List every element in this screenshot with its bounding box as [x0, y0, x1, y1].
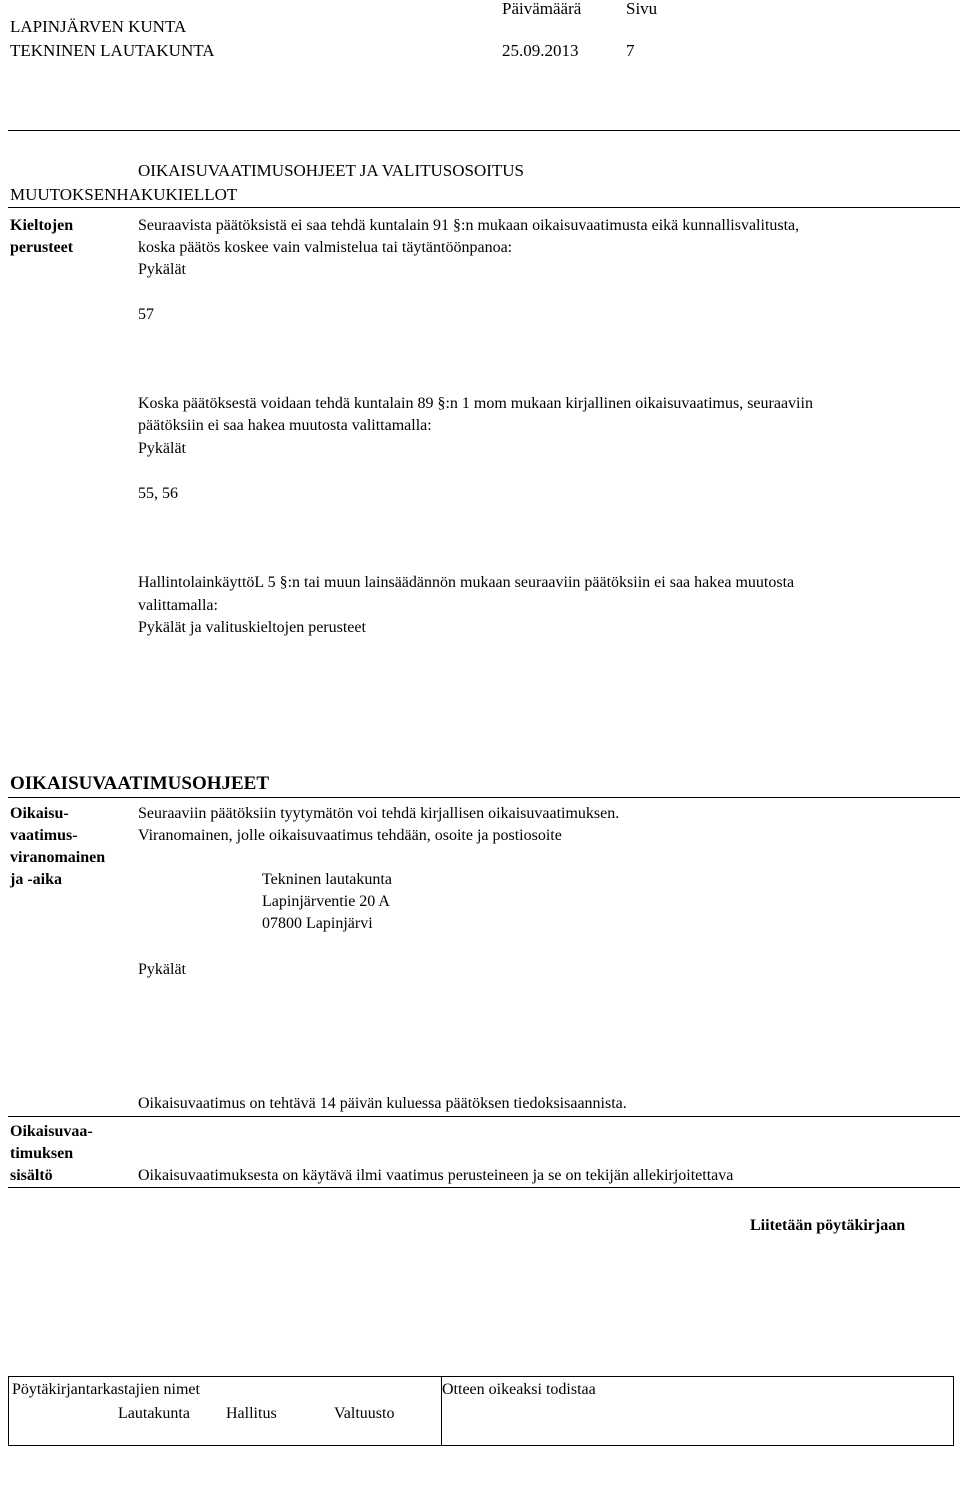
instructions-heading: OIKAISUVAATIMUSOHJEET	[10, 773, 270, 794]
instructions-line2: Viranomainen, jolle oikaisuvaatimus tehdään, osoite ja postiosoite	[138, 827, 562, 844]
restrictions-para1-line1: Seuraavista päätöksistä ei saa tehdä kuntalain 91 §:n mukaan oikaisuvaatimusta eikä kunnallisvalitusta,	[138, 217, 800, 234]
instructions-side-label-3: viranomainen	[10, 849, 106, 866]
instructions-side-label-4: ja -aika	[10, 871, 62, 888]
restrictions-para2-line2: päätöksiin ei saa hakea muutosta valittamalla:	[138, 417, 432, 434]
restrictions-side-label-1: Kieltojen	[10, 217, 74, 234]
deadline-text: Oikaisuvaatimus on tehtävä 14 päivän kuluessa päätöksen tiedoksisaannista.	[138, 1095, 627, 1112]
content-text: Oikaisuvaatimuksesta on käytävä ilmi vaatimus perusteineen ja se on tekijän allekirjoitettava	[138, 1167, 734, 1184]
instructions-side-label-2: vaatimus-	[10, 827, 78, 844]
col-valtuusto: Valtuusto	[334, 1405, 395, 1422]
page-value: 7	[626, 41, 635, 60]
col-hallitus: Hallitus	[226, 1405, 277, 1422]
col-lautakunta: Lautakunta	[118, 1405, 190, 1422]
checkers-label: Pöytäkirjantarkastajien nimet	[12, 1381, 200, 1398]
content-side-label-3: sisältö	[10, 1167, 53, 1184]
restrictions-para3-line1: HallintolainkäyttöL 5 §:n tai muun lainsäädännön mukaan seuraaviin päätöksiin ei saa hakea muutosta	[138, 574, 795, 591]
date-value: 25.09.2013	[502, 41, 579, 60]
restrictions-para2-line1: Koska päätöksestä voidaan tehdä kuntalain 89 §:n 1 mom mukaan kirjallinen oikaisuvaatimus, seuraaviin	[138, 395, 813, 412]
restrictions-side-label-2: perusteet	[10, 239, 74, 256]
restrictions-para2-value: 55, 56	[138, 485, 178, 502]
restrictions-para1-value: 57	[138, 306, 154, 323]
board-name: TEKNINEN LAUTAKUNTA	[10, 41, 215, 60]
address-line-3: 07800 Lapinjärvi	[262, 915, 373, 932]
instructions-side-label-1: Oikaisu-	[10, 805, 69, 822]
header-divider	[8, 130, 960, 131]
content-bottom-divider	[8, 1187, 960, 1188]
restrictions-para3-label: Pykälät ja valituskieltojen perusteet	[138, 619, 366, 636]
instructions-label: Pykälät	[138, 961, 186, 978]
restrictions-heading: MUUTOKSENHAKUKIELLOT	[10, 185, 238, 204]
restrictions-para3-line2: valittamalla:	[138, 597, 218, 614]
address-line-1: Tekninen lautakunta	[262, 871, 392, 888]
restrictions-para1-label: Pykälät	[138, 261, 186, 278]
attach-note: Liitetään pöytäkirjaan	[750, 1217, 906, 1234]
content-side-label-2: timuksen	[10, 1145, 74, 1162]
instructions-divider	[8, 797, 960, 798]
page-title: OIKAISUVAATIMUSOHJEET JA VALITUSOSOITUS	[138, 161, 525, 180]
instructions-line1: Seuraaviin päätöksiin tyytymätön voi tehdä kirjallisen oikaisuvaatimuksen.	[138, 805, 620, 822]
address-line-2: Lapinjärventie 20 A	[262, 893, 390, 910]
content-side-label-1: Oikaisuvaa-	[10, 1123, 93, 1140]
page-label: Sivu	[626, 0, 658, 18]
restrictions-para1-line2: koska päätös koskee vain valmistelua tai täytäntöönpanoa:	[138, 239, 513, 256]
restrictions-para2-label: Pykälät	[138, 440, 186, 457]
restrictions-divider	[8, 207, 960, 208]
org-name: LAPINJÄRVEN KUNTA	[10, 17, 187, 36]
certify-label: Otteen oikeaksi todistaa	[442, 1381, 596, 1398]
content-divider	[8, 1116, 960, 1117]
date-label: Päivämäärä	[502, 0, 582, 18]
